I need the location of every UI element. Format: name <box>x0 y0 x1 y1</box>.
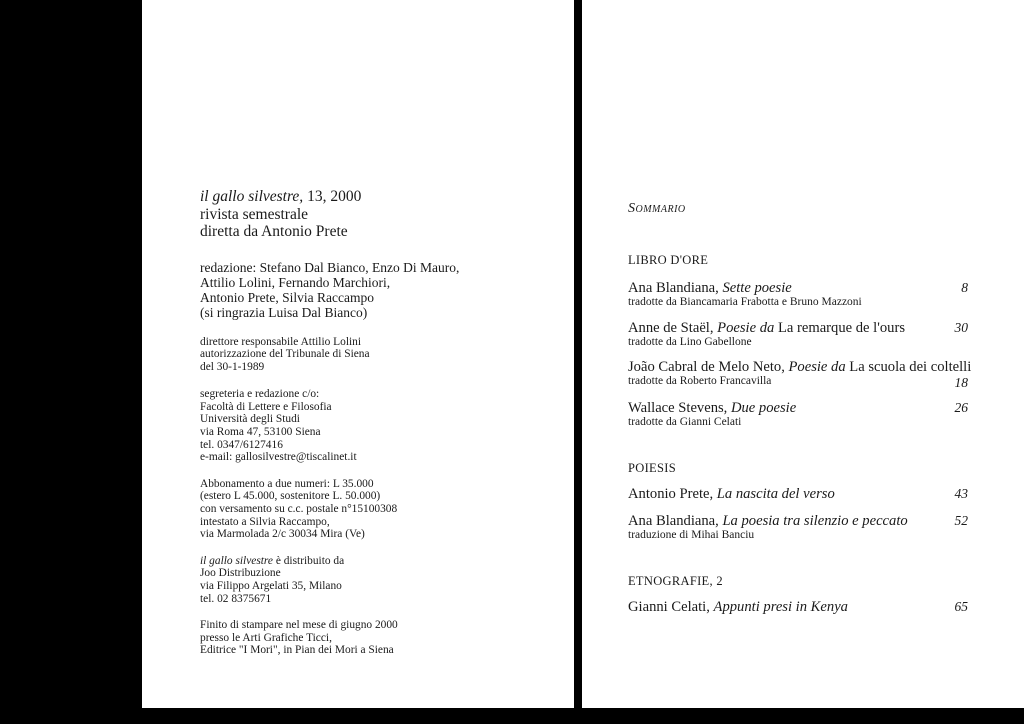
toc-title: Sommario <box>628 201 686 216</box>
entry-page-number: 52 <box>954 513 968 528</box>
masthead-line: rivista semestrale <box>200 205 309 223</box>
scan-border-left <box>0 0 142 724</box>
section-title: POIESIS <box>628 461 676 475</box>
segreteria-line: Università degli Studi <box>200 413 300 426</box>
finito-line: Editrice "I Mori", in Pian dei Mori a Siena <box>200 644 394 657</box>
entry-page-number: 30 <box>954 320 968 335</box>
toc-entry <box>628 280 968 309</box>
entry-work: Due poesie <box>730 400 797 416</box>
entry-work: Appunti presi in Kenya <box>713 599 848 615</box>
distribuzione-line: via Filippo Argelati 35, Milano <box>200 580 342 592</box>
toc-entry <box>628 513 968 542</box>
entry-work-rest: La scuola dei coltelli <box>845 359 972 375</box>
abbonamento-block <box>200 478 570 541</box>
entry-title <box>628 280 968 296</box>
segreteria-line: Facoltà di Lettere e Filosofia <box>200 400 332 413</box>
journal-title: il gallo silvestre, <box>200 188 304 205</box>
abbonamento-line: con versamento su c.c. postale n°15100308 <box>200 503 398 516</box>
section-title: LIBRO D'ORE <box>628 253 709 267</box>
entry-author: João Cabral de Melo Neto, <box>628 359 789 375</box>
toc-entry <box>628 359 972 390</box>
page-gutter <box>574 0 582 724</box>
abbonamento-line: Abbonamento a due numeri: L 35.000 <box>200 477 374 490</box>
entry-work: La poesia tra silenzio e peccato <box>722 513 908 529</box>
finito-line: presso le Arti Grafiche Ticci, <box>200 631 332 644</box>
entry-work: Poesie da <box>717 320 775 336</box>
direttore-line: direttore responsabile Attilio Lolini <box>200 335 362 348</box>
segreteria-line: segreteria e redazione c/o: <box>200 388 320 401</box>
journal-issue: 13, 2000 <box>307 188 362 205</box>
entry-author: Anne de Staël, <box>628 320 718 336</box>
segreteria-line: via Roma 47, 53100 Siena <box>200 426 321 439</box>
entry-author: Ana Blandiana, <box>628 513 723 529</box>
abbonamento-line: intestato a Silvia Raccampo, <box>200 515 330 528</box>
distribuzione-first-line <box>200 555 570 568</box>
entry-work-rest: La remarque de l'ours <box>774 320 906 336</box>
entry-author: Wallace Stevens, <box>628 400 731 416</box>
colophon <box>200 188 570 657</box>
entry-title <box>628 400 968 416</box>
segreteria-line: tel. 0347/6127416 <box>200 438 283 451</box>
scan-border-bottom <box>0 708 1024 724</box>
distribuzione-first-rest: è distribuito da <box>272 554 345 567</box>
redazione-line: redazione: Stefano Dal Bianco, Enzo Di Mauro, <box>200 259 460 275</box>
direttore-line: del 30-1-1989 <box>200 360 265 373</box>
entry-work: Poesie da <box>788 359 846 375</box>
entry-translator: tradotte da Gianni Celati <box>628 416 742 428</box>
entry-page-number: 65 <box>954 599 968 614</box>
section-title: ETNOGRAFIE, 2 <box>628 574 723 588</box>
toc-entry <box>628 599 968 615</box>
redazione-block <box>200 260 570 320</box>
finito-block <box>200 619 570 657</box>
journal-heading <box>200 188 570 206</box>
distribuzione-line: Joo Distribuzione <box>200 567 281 580</box>
abbonamento-line: via Marmolada 2/c 30034 Mira (Ve) <box>200 528 365 541</box>
entry-work: La nascita del verso <box>716 486 835 502</box>
right-page <box>582 0 1024 708</box>
finito-line: Finito di stampare nel mese di giugno 2000 <box>200 619 398 632</box>
entry-page-number: 43 <box>954 486 968 501</box>
distribuzione-block <box>200 555 570 605</box>
toc-entry <box>628 400 968 429</box>
distribuzione-line: tel. 02 8375671 <box>200 592 272 605</box>
entry-title <box>628 359 972 375</box>
entry-page-number: 8 <box>961 280 968 295</box>
masthead-line: diretta da Antonio Prete <box>200 223 348 240</box>
entry-author: Ana Blandiana, <box>628 280 723 296</box>
direttore-block <box>200 336 570 374</box>
entry-author: Antonio Prete, <box>628 486 717 502</box>
abbonamento-line: (estero L 45.000, sostenitore L. 50.000) <box>200 490 381 503</box>
direttore-line: autorizzazione del Tribunale di Siena <box>200 348 370 361</box>
entry-title <box>628 599 968 615</box>
entry-translator: tradotte da Lino Gabellone <box>628 336 752 348</box>
entry-page-number: 18 <box>954 375 968 390</box>
redazione-line: (si ringrazia Luisa Dal Bianco) <box>200 304 368 320</box>
toc-entry <box>628 320 968 349</box>
entry-title <box>628 320 968 336</box>
email-line: e-mail: gallosilvestre@tiscalinet.it <box>200 451 357 464</box>
redazione-line: Attilio Lolini, Fernando Marchiori, <box>200 274 391 290</box>
entry-page-number: 26 <box>954 400 968 415</box>
redazione-line: Antonio Prete, Silvia Raccampo <box>200 289 374 305</box>
entry-work: Sette poesie <box>722 280 792 296</box>
entry-author: Gianni Celati, <box>628 599 714 615</box>
entry-translator: traduzione di Mihai Banciu <box>628 529 755 541</box>
left-page <box>142 0 574 708</box>
toc-entry <box>628 486 968 502</box>
segreteria-block <box>200 388 570 464</box>
distribuzione-journal-title: il gallo silvestre <box>200 554 273 567</box>
entry-title <box>628 486 968 502</box>
entry-title <box>628 513 968 529</box>
entry-translator: tradotte da Roberto Francavilla <box>628 375 772 387</box>
entry-translator: tradotte da Biancamaria Frabotta e Bruno Mazzoni <box>628 296 862 308</box>
